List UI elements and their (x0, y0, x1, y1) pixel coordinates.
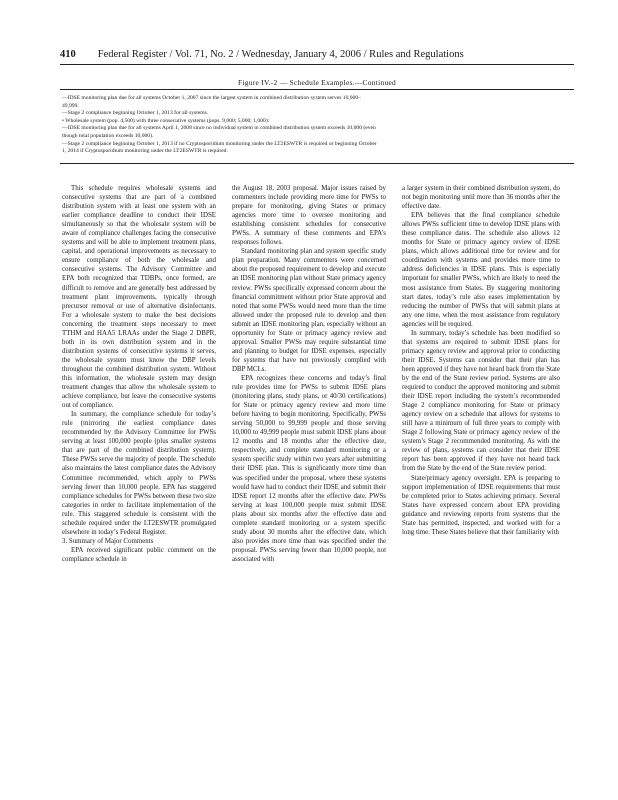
running-header (60, 49, 570, 60)
paragraph: In summary, today’s schedule has been modified so that systems are required to submit IDSE plans for primacy agency review and approval prior to conducting their IDSE. Systems can consider that their plan has been approved if they have not heard back from the State by the end of the State review period. Systems are also required to conduct the approved monitoring and submit their IDSE report including the system’s recommended Stage 2 compliance monitoring for State or primacy agency review on a schedule that allows for systems to still have a minimum of full three years to comply with Stage 2 following State or primacy agency review of the system’s Stage 2 recommended monitoring. As with the review of plans, systems can consider that their IDSE report has been approved if they have not heard back from the State by the end of the State review period. (402, 329, 560, 473)
figure-line: —Stage 2 compliance beginning October 1, 2013 for all systems. (62, 110, 209, 117)
figure-line: though total population exceeds 10,000). (62, 132, 154, 139)
figure-line: 49,999. (62, 102, 79, 109)
paragraph: State/primacy agency oversight. EPA is preparing to support implementation of IDSE requirements that must be completed prior to States achieving primacy. Several States have expressed concern about EPA providing guidance and reviewing reports from systems that the State has permitted, inspected, and worked with for a long time. These States believe that their familiarity with (402, 474, 560, 536)
paragraph: Standard monitoring plan and system specific study plan preparation. Many commenters were concerned about the proposed requirement to develop and execute an IDSE monitoring plan without State primacy agency review. PWSs specifically expressed concern about the financial commitment without prior State approval and noted that some PWSs would need more than the time allowed under the proposed rule to develop and then submit an IDSE monitoring plan, especially without an opportunity for State or primacy agency review and approval. Smaller PWSs may require substantial time and planning to budget for IDSE expenses, especially for systems that have not previously complied with DBP MCLs. (232, 248, 386, 373)
paragraph: EPA believes that the final compliance schedule allows PWSs sufficient time to develop IDSE plans with these compliance dates. The schedule also allows 12 months for State or primacy agency review of IDSE plans, which allows additional time for review and for coordination with systems and provides more time to address deficiencies in IDSE plans. This is especially important for smaller PWSs, which are likely to need the most assistance from States. By staggering monitoring start dates, today’s rule also eases implementation by reducing the number of PWSs that will submit plans at any one time, when the most assistance from regulatory agencies will be required. (402, 212, 560, 328)
paragraph: EPA received significant public comment on the compliance schedule in (62, 546, 216, 563)
section-heading: 3. Summary of Major Comments (62, 537, 154, 545)
figure-line: —IDSE monitoring plan due for all systems October 1, 2007 since the largest system in combined distribution system serves 10,000– (62, 95, 361, 101)
figure-line: —IDSE monitoring plan due for all systems April 1, 2008 since no individual system in combined distribution system exceeds 10,000 (even (62, 125, 376, 132)
text-column-2 (232, 184, 386, 564)
paragraph: EPA recognizes these concerns and today’s final rule provides time for PWSs to submit IDSE plans (monitoring plans, study plans, or 40/30 certifications) for State or primacy agency review and more time before having to begin monitoring. Specifically, PWSs serving 50,000 to 99,999 people and those serving 10,000 to 49,999 people must submit IDSE plans about 12 months and 18 months after the effective date, respectively, and complete standard monitoring or a system specific study within two years after submitting their IDSE plan. This is significantly more time than was specified under the proposal, where these systems would have had to conduct their IDSE and submit their IDSE report 12 months after the effective date. PWSs serving at least 100,000 people must submit IDSE plans about six months after the effective date and complete standard monitoring or a system specific study about 30 months after the effective date, which also provides more time than was specified under the proposal. PWSs serving fewer than 10,000 people, not associated with (232, 374, 386, 563)
text-column-1 (62, 184, 216, 564)
paragraph: This schedule requires wholesale systems and consecutive systems that are part of a combined distribution system with at least one system with an earlier compliance deadline to conduct their IDSE simultaneously so that the wholesale system will be aware of compliance challenges facing the consecutive systems and will be able to implement treatment plans, capital, and operational improvements as necessary to ensure compliance of both the wholesale and consecutive systems. The Advisory Committee and EPA both recognized that TDBPs, once formed, are difficult to remove and are generally best addressed by treatment plant improvements, typically through precursor removal or use of alternative disinfectants. For a wholesale system to make the best decisions concerning the treatment steps necessary to meet TTHM and HAA5 LRAAs under the Stage 2 DBPR, both in its own distribution system and in the distribution systems of consecutive systems it serves, the wholesale system must know the DBP levels throughout the combined distribution system. Without this information, the wholesale system may design treatment changes that allow the wholesale system to achieve compliance, but leave the consecutive systems out of compliance. (62, 185, 216, 410)
paragraph: In summary, the compliance schedule for today’s rule (mirroring the earliest compliance dates recommended by the Advisory Committee for PWSs serving at least 100,000 people (plus smaller systems that are part of the combined distribution system). These PWSs serve the majority of people. The schedule also maintains the latest compliance dates the Advisory Committee recommended, which apply to PWSs serving fewer than 10,000 people. EPA has staggered compliance schedules for PWSs between these two size categories in order to facilitate implementation of the rule. This staggered schedule is consistent with the schedule required under the LT2ESWTR promulgated elsewhere in today’s Federal Register. (62, 411, 216, 536)
figure-bottom-rule (60, 163, 574, 164)
running-title: Federal Register / Vol. 71, No. 2 / Wednesday, January 4, 2006 / Rules and Regulations (97, 49, 464, 60)
page-number: 410 (60, 49, 76, 60)
paragraph: a larger system in their combined distribution system, do not begin monitoring until more than 36 months after the effective date. (402, 185, 560, 211)
figure-line: 1, 2014 if Cryptosporidium monitoring under the LT2ESWTR is required. (62, 148, 228, 155)
figure-top-rule (60, 89, 574, 90)
text-column-3 (402, 184, 560, 537)
header-rule (60, 64, 574, 65)
figure-title: Figure IV.-2 — Schedule Examples.—Continued (237, 78, 397, 87)
figure-body (62, 95, 574, 156)
figure-line: • Wholesale system (pop. 4,500) with three consecutive systems (pops. 9,000; 5,000; 1,000): (62, 117, 270, 124)
paragraph: the August 18, 2003 proposal. Major issues raised by commenters include providing more time for PWSs to prepare for monitoring, giving States or primacy agencies more time to oversee monitoring and establishing consistent schedules for consecutive PWSs. A summary of these comments and EPA’s responses follows. (232, 185, 386, 247)
figure-line: —Stage 2 compliance beginning October 1, 2013 if no Cryptosporidium monitoring under the LT2ESWTR is required or beginning October (62, 140, 377, 147)
